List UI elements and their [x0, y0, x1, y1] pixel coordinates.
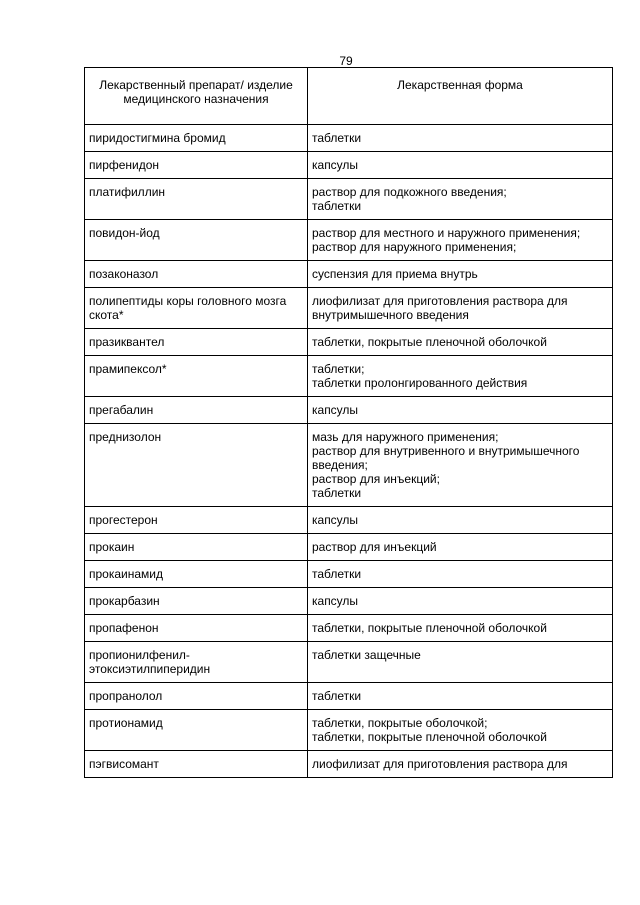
page-number: 79 [339, 54, 353, 68]
dosage-form-cell [308, 356, 613, 397]
table-row [85, 642, 613, 683]
dosage-form-cell [308, 642, 613, 683]
table-row [85, 179, 613, 220]
dosage-form-line: раствор для инъекций [312, 540, 437, 554]
dosage-form-line: суспензия для приема внутрь [312, 267, 478, 281]
dosage-form-cell [308, 329, 613, 356]
dosage-form-line: таблетки [312, 131, 362, 145]
drug-name-cell: преднизолон [85, 424, 308, 507]
table-row [85, 615, 613, 642]
table-row [85, 561, 613, 588]
dosage-form-line: таблетки; [312, 362, 365, 376]
dosage-form-cell [308, 588, 613, 615]
table-body [85, 125, 613, 778]
drug-name-cell: прамипексол* [85, 356, 308, 397]
drug-name-cell: прокаинамид [85, 561, 308, 588]
dosage-form-line: таблетки, покрытые пленочной оболочкой [312, 335, 547, 349]
header-dosage-form: Лекарственная форма [308, 68, 613, 125]
drug-name-cell: пиридостигмина бромид [85, 125, 308, 152]
table-row [85, 683, 613, 710]
drug-name-cell: прогестерон [85, 507, 308, 534]
table-row [85, 125, 613, 152]
table-row [85, 751, 613, 778]
drug-name-cell: пэгвисомант [85, 751, 308, 778]
dosage-form-cell [308, 179, 613, 220]
dosage-form-cell [308, 683, 613, 710]
dosage-form-cell [308, 261, 613, 288]
table-header-row [85, 68, 613, 125]
dosage-form-line: капсулы [312, 403, 359, 417]
dosage-form-cell [308, 615, 613, 642]
dosage-form-cell [308, 288, 613, 329]
table-row [85, 152, 613, 179]
dosage-form-cell [308, 751, 613, 778]
table-row [85, 397, 613, 424]
drug-name-cell: пирфенидон [85, 152, 308, 179]
drug-name-cell: полипептиды коры головного мозга скота* [85, 288, 308, 329]
dosage-form-cell [308, 710, 613, 751]
drug-name-cell: платифиллин [85, 179, 308, 220]
dosage-form-cell [308, 220, 613, 261]
dosage-form-line: капсулы [312, 158, 359, 172]
dosage-form-line: таблетки [312, 689, 362, 703]
drug-name-cell: празиквантел [85, 329, 308, 356]
dosage-form-cell [308, 561, 613, 588]
dosage-form-line: раствор для подкожного введения; [312, 185, 507, 199]
dosage-form-line: лиофилизат для приготовления раствора для [312, 757, 568, 771]
dosage-form-line: таблетки, покрытые пленочной оболочкой [312, 730, 547, 744]
dosage-form-line: таблетки, покрытые оболочкой; [312, 716, 488, 730]
dosage-form-line: капсулы [312, 513, 359, 527]
drug-name-cell: прокарбазин [85, 588, 308, 615]
drug-table [84, 67, 613, 778]
dosage-form-line: таблетки пролонгированного действия [312, 376, 528, 390]
drug-name-cell: позаконазол [85, 261, 308, 288]
table-row [85, 424, 613, 507]
dosage-form-cell [308, 507, 613, 534]
header-drug-name: Лекарственный препарат/ изделие медицинского назначения [85, 68, 308, 125]
dosage-form-line: капсулы [312, 594, 359, 608]
table-row [85, 356, 613, 397]
drug-name-cell: пропранолол [85, 683, 308, 710]
table-row [85, 710, 613, 751]
drug-name-cell: пропионилфенил-этоксиэтилпиперидин [85, 642, 308, 683]
dosage-form-line: таблетки [312, 199, 362, 213]
dosage-form-line: таблетки, покрытые пленочной оболочкой [312, 621, 547, 635]
table-row [85, 220, 613, 261]
table-row [85, 588, 613, 615]
drug-name-cell: протионамид [85, 710, 308, 751]
dosage-form-line: раствор для внутривенного и внутримышечного введения; [312, 444, 580, 472]
table-row [85, 507, 613, 534]
table-row [85, 534, 613, 561]
table-row [85, 288, 613, 329]
dosage-form-line: таблетки защечные [312, 648, 421, 662]
drug-name-cell: пропафенон [85, 615, 308, 642]
dosage-form-cell [308, 125, 613, 152]
table-row [85, 329, 613, 356]
dosage-form-line: раствор для инъекций; [312, 472, 440, 486]
dosage-form-line: таблетки [312, 567, 362, 581]
drug-name-cell: прегабалин [85, 397, 308, 424]
dosage-form-line: раствор для наружного применения; [312, 240, 517, 254]
dosage-form-cell [308, 152, 613, 179]
drug-name-cell: повидон-йод [85, 220, 308, 261]
dosage-form-line: таблетки [312, 486, 362, 500]
drug-name-cell: прокаин [85, 534, 308, 561]
dosage-form-line: раствор для местного и наружного применения; [312, 226, 581, 240]
dosage-form-cell [308, 424, 613, 507]
dosage-form-cell [308, 534, 613, 561]
dosage-form-cell [308, 397, 613, 424]
dosage-form-line: лиофилизат для приготовления раствора для внутримышечного введения [312, 294, 568, 322]
dosage-form-line: мазь для наружного применения; [312, 430, 499, 444]
table-row [85, 261, 613, 288]
